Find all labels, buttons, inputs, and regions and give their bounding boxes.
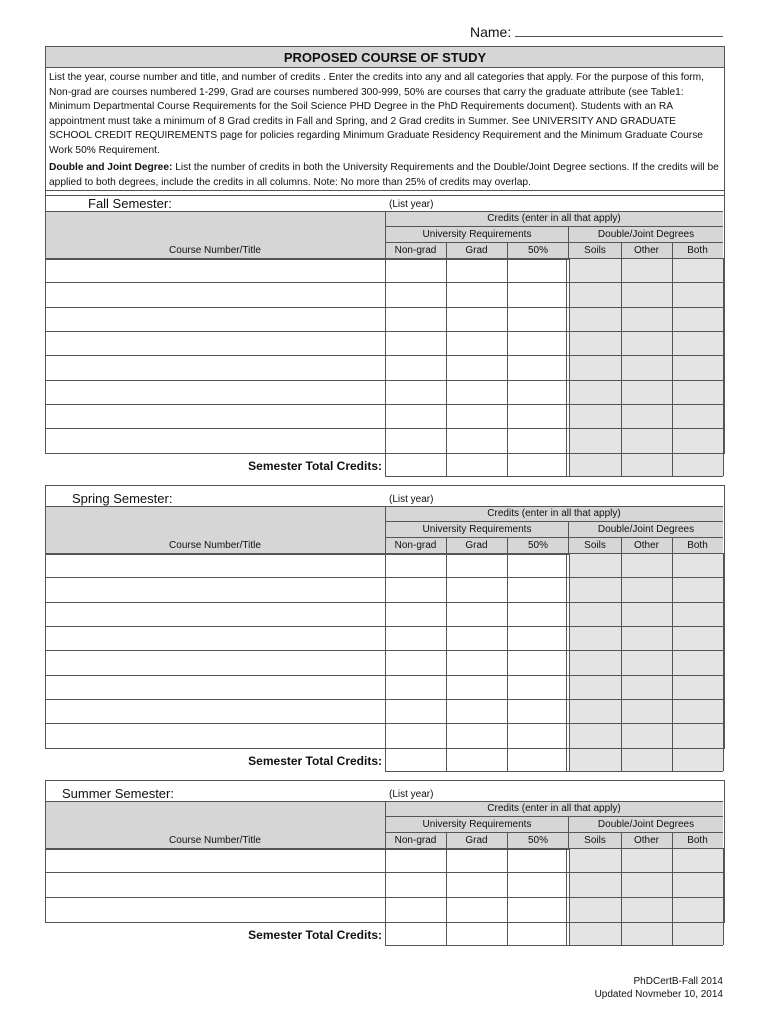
university-requirements-header: University Requirements: [422, 229, 532, 240]
credit-input[interactable]: [448, 850, 505, 870]
credit-input[interactable]: [387, 677, 444, 697]
credit-input[interactable]: [509, 628, 567, 648]
credit-input[interactable]: [571, 652, 619, 672]
header-rule: [45, 801, 723, 802]
credit-input[interactable]: [509, 874, 567, 894]
course-title-input[interactable]: [48, 555, 382, 575]
credit-input[interactable]: [623, 725, 670, 745]
course-title-input[interactable]: [48, 430, 382, 450]
column-divider: [621, 242, 622, 258]
credit-input[interactable]: [674, 406, 721, 426]
credit-input[interactable]: [387, 701, 444, 721]
credits-header: Credits (enter in all that apply): [487, 803, 621, 814]
name-field[interactable]: [470, 24, 723, 40]
double-joint-header: Double/Joint Degrees: [597, 524, 695, 535]
university-requirements-header: University Requirements: [422, 524, 532, 535]
credits-rule: [385, 816, 723, 817]
credit-input[interactable]: [387, 430, 444, 450]
name-label: Name:: [470, 24, 512, 40]
body-column-divider: [723, 553, 724, 771]
credit-input[interactable]: [571, 677, 619, 697]
credit-input[interactable]: [674, 357, 721, 377]
credit-input[interactable]: [571, 604, 619, 624]
credits-rule: [385, 521, 723, 522]
semester-title: Spring Semester:: [72, 491, 173, 506]
body-column-divider: [723, 848, 724, 945]
total-credit-input[interactable]: [674, 454, 721, 474]
body-column-divider: [672, 553, 673, 771]
credit-input[interactable]: [623, 406, 670, 426]
credit-input[interactable]: [674, 579, 721, 599]
credit-input[interactable]: [387, 725, 444, 745]
credit-input[interactable]: [448, 899, 505, 919]
column-header: Other: [633, 540, 659, 551]
instructions-paragraph-2: [49, 161, 721, 190]
credit-input[interactable]: [571, 382, 619, 402]
body-column-divider: [569, 258, 570, 476]
credit-input[interactable]: [674, 333, 721, 353]
credit-input[interactable]: [448, 677, 505, 697]
course-title-input[interactable]: [48, 382, 382, 402]
course-title-input[interactable]: [48, 579, 382, 599]
column-header: 50%: [527, 540, 548, 551]
semester-total-label: Semester Total Credits:: [248, 927, 382, 942]
credit-input[interactable]: [509, 899, 567, 919]
course-title-input[interactable]: [48, 628, 382, 648]
total-credit-input[interactable]: [674, 923, 721, 943]
total-credit-input[interactable]: [571, 454, 619, 474]
total-credit-input[interactable]: [571, 923, 619, 943]
total-bottom-rule: [385, 945, 723, 946]
column-divider: [446, 832, 447, 848]
credit-input[interactable]: [571, 899, 619, 919]
column-header: Grad: [465, 245, 488, 256]
column-divider: [507, 537, 508, 553]
credit-input[interactable]: [623, 652, 670, 672]
course-title-input[interactable]: [48, 357, 382, 377]
credit-input[interactable]: [571, 406, 619, 426]
credit-input[interactable]: [509, 555, 567, 575]
credits-header: Credits (enter in all that apply): [487, 508, 621, 519]
credit-input[interactable]: [571, 357, 619, 377]
credit-input[interactable]: [623, 628, 670, 648]
body-column-divider: [507, 553, 508, 771]
credit-input[interactable]: [571, 874, 619, 894]
credit-input[interactable]: [571, 260, 619, 280]
credit-input[interactable]: [387, 579, 444, 599]
credit-input[interactable]: [509, 430, 567, 450]
credit-input[interactable]: [674, 628, 721, 648]
total-credit-input[interactable]: [623, 749, 670, 769]
column-header: Non-grad: [394, 835, 437, 846]
credit-input[interactable]: [509, 677, 567, 697]
column-header: Soils: [584, 835, 606, 846]
credits-header: Credits (enter in all that apply): [487, 213, 621, 224]
credit-input[interactable]: [571, 850, 619, 870]
credit-input[interactable]: [571, 309, 619, 329]
credit-input[interactable]: [623, 555, 670, 575]
credit-input[interactable]: [509, 333, 567, 353]
credit-input[interactable]: [387, 652, 444, 672]
course-title-input[interactable]: [48, 874, 382, 894]
course-title-input[interactable]: [48, 260, 382, 280]
semester-title: Fall Semester:: [88, 196, 172, 211]
university-requirements-header: University Requirements: [422, 819, 532, 830]
credit-input[interactable]: [387, 874, 444, 894]
column-header: Both: [687, 245, 708, 256]
credit-input[interactable]: [387, 850, 444, 870]
total-credit-input[interactable]: [448, 454, 505, 474]
body-column-divider: [569, 848, 570, 945]
credit-input[interactable]: [623, 284, 670, 304]
credit-input[interactable]: [448, 260, 505, 280]
credit-input[interactable]: [571, 628, 619, 648]
body-column-divider: [385, 258, 386, 476]
credit-input[interactable]: [674, 430, 721, 450]
footer-updated: Updated Novmeber 10, 2014: [594, 989, 723, 1000]
credit-input[interactable]: [509, 604, 567, 624]
semester-total-label: Semester Total Credits:: [248, 459, 382, 474]
body-column-divider: [672, 258, 673, 476]
course-title-input[interactable]: [48, 604, 382, 624]
credit-input[interactable]: [448, 555, 505, 575]
total-bottom-rule: [385, 476, 723, 477]
credit-input[interactable]: [674, 309, 721, 329]
column-divider: [672, 537, 673, 553]
credit-input[interactable]: [387, 899, 444, 919]
credit-input[interactable]: [623, 357, 670, 377]
credit-input[interactable]: [623, 430, 670, 450]
course-column-header: Course Number/Title: [169, 540, 261, 551]
credit-input[interactable]: [571, 725, 619, 745]
credit-input[interactable]: [571, 555, 619, 575]
column-header: Non-grad: [394, 540, 437, 551]
column-header: Other: [633, 835, 659, 846]
credit-input[interactable]: [387, 333, 444, 353]
credit-input[interactable]: [623, 333, 670, 353]
credit-input[interactable]: [623, 604, 670, 624]
header-rule: [45, 211, 723, 212]
list-year-label: (List year): [389, 199, 434, 210]
column-header: Grad: [465, 835, 488, 846]
course-title-input[interactable]: [48, 652, 382, 672]
credit-input[interactable]: [509, 725, 567, 745]
credit-input[interactable]: [448, 406, 505, 426]
credit-input[interactable]: [448, 430, 505, 450]
credit-input[interactable]: [448, 874, 505, 894]
credit-input[interactable]: [674, 382, 721, 402]
total-credit-input[interactable]: [623, 454, 670, 474]
credit-input[interactable]: [623, 382, 670, 402]
body-column-divider: [507, 258, 508, 476]
list-year-label: (List year): [389, 789, 434, 800]
double-joint-text: List the number of credits in both the University Requirements and the Double/Joint Degree sections. If the credits will be applied to both degrees, include the credits in all columns. Note: No more than 25% of credits may overlap.: [49, 162, 719, 188]
credit-input[interactable]: [571, 430, 619, 450]
credit-input[interactable]: [674, 555, 721, 575]
credit-input[interactable]: [674, 604, 721, 624]
credit-input[interactable]: [623, 850, 670, 870]
column-header: Soils: [584, 540, 606, 551]
credit-input[interactable]: [509, 382, 567, 402]
instructions-paragraph-1: List the year, course number and title, and number of credits . Enter the credits into any and all categories that apply. For the purpose of this form, Non-grad are courses numbered 1-299, Grad are courses numbered 300-999, 50% are courses that carry the graduate attribute (see Table1: Minimum Departmental Course Requirements for the Soil Science PHD Degree in the PhD Requirements document). Students with an RA appointment must take a minimum of 8 Grad credits in Fall and Spring, and 2 Grad credits in Summer. See UNIVERSITY AND GRADUATE SCHOOL CREDIT REQUIREMENTS page for policies regarding Minimum Graduate Residency Requirement and the Minimum Graduate Course Work 50% Requirement.: [49, 72, 704, 156]
total-credit-input[interactable]: [509, 454, 567, 474]
body-column-divider: [385, 553, 386, 771]
credit-input[interactable]: [674, 677, 721, 697]
column-header: Both: [687, 835, 708, 846]
instructions: [46, 68, 724, 195]
column-header: Both: [687, 540, 708, 551]
credit-input[interactable]: [387, 628, 444, 648]
credit-input[interactable]: [509, 652, 567, 672]
semester-title: Summer Semester:: [62, 786, 174, 801]
total-credit-input[interactable]: [509, 923, 567, 943]
footer: [595, 975, 723, 1001]
body-double-divider: [566, 258, 567, 476]
column-header: Non-grad: [394, 245, 437, 256]
column-divider: [446, 242, 447, 258]
credit-input[interactable]: [509, 850, 567, 870]
credit-input[interactable]: [623, 874, 670, 894]
total-credit-input[interactable]: [448, 749, 505, 769]
column-header: Other: [633, 245, 659, 256]
instructions-box: [45, 46, 725, 196]
total-credit-input[interactable]: [387, 749, 444, 769]
credit-input[interactable]: [387, 357, 444, 377]
credit-input[interactable]: [623, 309, 670, 329]
course-title-input[interactable]: [48, 850, 382, 870]
credit-input[interactable]: [623, 899, 670, 919]
column-header: 50%: [527, 835, 548, 846]
column-divider: [672, 242, 673, 258]
body-column-divider: [569, 553, 570, 771]
body-column-divider: [672, 848, 673, 945]
credits-rule: [385, 226, 723, 227]
credit-input[interactable]: [387, 284, 444, 304]
column-divider: [621, 832, 622, 848]
credit-input[interactable]: [448, 604, 505, 624]
credit-input[interactable]: [448, 725, 505, 745]
total-bottom-rule: [385, 771, 723, 772]
credit-input[interactable]: [509, 260, 567, 280]
course-title-input[interactable]: [48, 309, 382, 329]
body-column-divider: [446, 258, 447, 476]
footer-form-id: PhDCertB-Fall 2014: [633, 976, 723, 987]
double-joint-header: Double/Joint Degrees: [597, 229, 695, 240]
credit-input[interactable]: [674, 850, 721, 870]
body-column-divider: [621, 848, 622, 945]
credit-input[interactable]: [448, 652, 505, 672]
body-double-divider: [566, 553, 567, 771]
column-header: Grad: [465, 540, 488, 551]
body-column-divider: [446, 553, 447, 771]
credit-input[interactable]: [674, 725, 721, 745]
credit-input[interactable]: [674, 874, 721, 894]
semester-total-label: Semester Total Credits:: [248, 754, 382, 769]
credit-input[interactable]: [623, 701, 670, 721]
credit-input[interactable]: [674, 701, 721, 721]
name-blank[interactable]: [515, 24, 723, 37]
total-credit-input[interactable]: [387, 923, 444, 943]
course-title-input[interactable]: [48, 899, 382, 919]
credit-input[interactable]: [448, 284, 505, 304]
total-credit-input[interactable]: [571, 749, 619, 769]
credit-input[interactable]: [623, 260, 670, 280]
credit-input[interactable]: [448, 309, 505, 329]
double-joint-label: Double and Joint Degree:: [49, 162, 173, 173]
body-column-divider: [723, 258, 724, 476]
credit-input[interactable]: [509, 284, 567, 304]
course-title-input[interactable]: [48, 725, 382, 745]
total-credit-input[interactable]: [623, 923, 670, 943]
credit-input[interactable]: [571, 333, 619, 353]
course-title-input[interactable]: [48, 333, 382, 353]
credit-input[interactable]: [674, 260, 721, 280]
credit-input[interactable]: [509, 309, 567, 329]
double-joint-header: Double/Joint Degrees: [597, 819, 695, 830]
page-title: PROPOSED COURSE OF STUDY: [46, 47, 724, 68]
body-column-divider: [385, 848, 386, 945]
body-column-divider: [621, 553, 622, 771]
credit-input[interactable]: [674, 652, 721, 672]
credit-input[interactable]: [509, 701, 567, 721]
body-column-divider: [446, 848, 447, 945]
list-year-label: (List year): [389, 494, 434, 505]
credit-input[interactable]: [448, 357, 505, 377]
column-header: Soils: [584, 245, 606, 256]
credit-input[interactable]: [509, 406, 567, 426]
body-column-divider: [507, 848, 508, 945]
total-credit-input[interactable]: [387, 454, 444, 474]
course-title-input[interactable]: [48, 284, 382, 304]
credit-input[interactable]: [623, 677, 670, 697]
column-divider: [672, 832, 673, 848]
course-title-input[interactable]: [48, 677, 382, 697]
credit-input[interactable]: [623, 579, 670, 599]
body-column-divider: [621, 258, 622, 476]
credit-input[interactable]: [571, 284, 619, 304]
credit-input[interactable]: [448, 579, 505, 599]
credit-input[interactable]: [571, 579, 619, 599]
credit-input[interactable]: [509, 579, 567, 599]
credit-input[interactable]: [674, 284, 721, 304]
credit-input[interactable]: [448, 701, 505, 721]
course-column-header: Course Number/Title: [169, 835, 261, 846]
credit-input[interactable]: [387, 309, 444, 329]
credit-input[interactable]: [387, 555, 444, 575]
course-title-input[interactable]: [48, 701, 382, 721]
column-divider: [507, 832, 508, 848]
credit-input[interactable]: [509, 357, 567, 377]
credit-input[interactable]: [387, 382, 444, 402]
credit-input[interactable]: [387, 604, 444, 624]
column-header: 50%: [527, 245, 548, 256]
total-credit-input[interactable]: [674, 749, 721, 769]
course-column-header: Course Number/Title: [169, 245, 261, 256]
credit-input[interactable]: [448, 333, 505, 353]
credit-input[interactable]: [448, 382, 505, 402]
credit-input[interactable]: [387, 260, 444, 280]
course-title-input[interactable]: [48, 406, 382, 426]
total-credit-input[interactable]: [448, 923, 505, 943]
credit-input[interactable]: [387, 406, 444, 426]
column-divider: [446, 537, 447, 553]
column-divider: [507, 242, 508, 258]
credit-input[interactable]: [448, 628, 505, 648]
total-credit-input[interactable]: [509, 749, 567, 769]
credit-input[interactable]: [571, 701, 619, 721]
header-rule: [45, 506, 723, 507]
column-divider: [621, 537, 622, 553]
credit-input[interactable]: [674, 899, 721, 919]
